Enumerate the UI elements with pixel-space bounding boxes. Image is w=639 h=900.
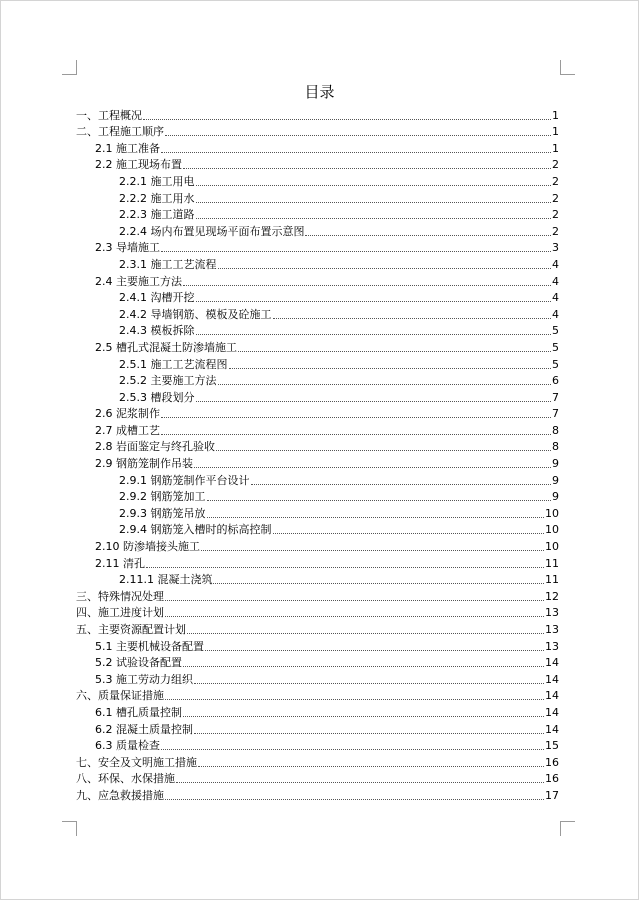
toc-entry-label: 六、质量保证措施 [76,689,164,703]
toc-entry-label: 2.4.3 模板拆除 [119,324,195,338]
toc-entry-label: 6.1 槽孔质量控制 [95,705,182,719]
toc-entry[interactable] [76,536,559,553]
toc-entry-label: 2.2.2 施工用水 [119,191,195,205]
toc-entry-label: 2.5.2 主要施工方法 [119,374,217,388]
toc-dot-leader [196,185,552,186]
toc-entry[interactable] [76,702,559,719]
toc-dot-leader [207,500,552,501]
toc-dot-leader [273,318,552,319]
toc-dot-leader [251,484,552,485]
toc-entry-page-number: 8 [552,423,559,437]
toc-dot-leader [165,616,544,617]
toc-entry[interactable] [76,619,559,636]
toc-dot-leader [161,152,551,153]
toc-entry-page-number: 13 [545,639,559,653]
toc-entry[interactable] [76,205,559,222]
toc-entry-label: 2.9 钢筋笼制作吊装 [95,457,193,471]
toc-dot-leader [194,683,544,684]
toc-entry-label: 2.4 主要施工方法 [95,274,182,288]
toc-entry[interactable] [76,371,559,388]
toc-entry-page-number: 4 [552,307,559,321]
toc-entry-label: 三、特殊情况处理 [76,589,164,603]
toc-entry[interactable] [76,138,559,155]
toc-entry-page-number: 16 [545,755,559,769]
toc-entry-label: 2.2 施工现场布置 [95,158,182,172]
toc-entry-page-number: 2 [552,208,559,222]
toc-entry[interactable] [76,387,559,404]
toc-entry-page-number: 10 [545,506,559,520]
toc-entry-label: 6.2 混凝土质量控制 [95,722,193,736]
toc-dot-leader [218,384,552,385]
toc-entry-label: 2.2.3 施工道路 [119,208,195,222]
toc-entry-page-number: 16 [545,772,559,786]
toc-entry-page-number: 4 [552,274,559,288]
toc-dot-leader [194,467,551,468]
toc-entry[interactable] [76,404,559,421]
toc-entry-page-number: 14 [545,656,559,670]
toc-entry[interactable] [76,337,559,354]
toc-entry-label: 一、工程概况 [76,108,142,122]
toc-entry-page-number: 12 [545,589,559,603]
toc-dot-leader [196,202,552,203]
toc-entry[interactable] [76,122,559,139]
crop-mark-bottom-left [62,821,77,836]
toc-entry[interactable] [76,686,559,703]
toc-entry-label: 2.2.4 场内布置见现场平面布置示意图 [119,224,305,238]
toc-entry-page-number: 13 [545,606,559,620]
toc-entry-label: 九、应急救援措施 [76,788,164,802]
toc-dot-leader [183,285,551,286]
toc-entry-page-number: 10 [545,540,559,554]
toc-entry-label: 四、施工进度计划 [76,606,164,620]
toc-entry-label: 2.5.1 施工工艺流程图 [119,357,228,371]
toc-entry[interactable] [76,453,559,470]
toc-dot-leader [305,235,551,236]
toc-entry[interactable] [76,636,559,653]
toc-entry[interactable] [76,171,559,188]
toc-entry-label: 2.2.1 施工用电 [119,174,195,188]
toc-dot-leader [213,583,544,584]
toc-entry[interactable] [76,254,559,271]
toc-entry-page-number: 6 [552,374,559,388]
toc-entry-page-number: 11 [545,556,559,570]
toc-entry[interactable] [76,669,559,686]
toc-entry[interactable] [76,470,559,487]
toc-entry-label: 2.8 岩面鉴定与终孔验收 [95,440,215,454]
toc-entry-page-number: 7 [552,407,559,421]
toc-entry-page-number: 5 [552,340,559,354]
toc-entry[interactable] [76,188,559,205]
toc-entry[interactable] [76,420,559,437]
toc-entry[interactable] [76,553,559,570]
toc-entry[interactable] [76,487,559,504]
toc-entry-page-number: 14 [545,722,559,736]
toc-entry-label: 2.9.2 钢筋笼加工 [119,490,206,504]
toc-entry-page-number: 2 [552,174,559,188]
toc-entry-label: 2.6 泥浆制作 [95,407,160,421]
toc-entry-page-number: 4 [552,291,559,305]
toc-entry[interactable] [76,304,559,321]
toc-entry-page-number: 1 [552,125,559,139]
toc-entry[interactable] [76,437,559,454]
crop-mark-top-left [62,60,77,75]
toc-entry[interactable] [76,586,559,603]
toc-entry-label: 2.9.3 钢筋笼吊放 [119,506,206,520]
toc-entry[interactable] [76,288,559,305]
toc-entry-page-number: 13 [545,623,559,636]
toc-entry-label: 2.1 施工准备 [95,141,160,155]
toc-dot-leader [165,799,544,800]
toc-entry-page-number: 3 [552,241,559,255]
toc-entry-page-number: 2 [552,224,559,238]
toc-entry-label: 2.4.2 导墙钢筋、模板及砼施工 [119,307,272,321]
toc-entry[interactable] [76,354,559,371]
toc-entry[interactable] [76,503,559,520]
toc-entry-label: 2.9.4 钢筋笼入槽时的标高控制 [119,523,272,537]
toc-entry-page-number: 14 [545,705,559,719]
toc-entry-page-number: 9 [552,473,559,487]
toc-entry-page-number: 1 [552,141,559,155]
toc-entry[interactable] [76,653,559,670]
toc-entry-label: 2.3.1 施工工艺流程 [119,257,217,271]
toc-entry-page-number: 10 [545,523,559,537]
toc-entry[interactable] [76,321,559,338]
toc-dot-leader [238,351,551,352]
toc-entry-label: 七、安全及文明施工措施 [76,755,197,769]
toc-dot-leader [229,368,552,369]
toc-dot-leader [176,782,544,783]
toc-dot-leader [161,251,551,252]
toc-entry-label: 八、环保、水保措施 [76,772,175,786]
toc-entry-label: 2.11.1 混凝土浇筑 [119,573,213,587]
toc-dot-leader [165,135,551,136]
toc-entry-page-number: 5 [552,357,559,371]
toc-entry-page-number: 2 [552,158,559,172]
toc-entry-page-number: 5 [552,324,559,338]
toc-entry[interactable] [76,769,559,786]
crop-mark-top-right [560,60,575,75]
toc-dot-leader [205,650,544,651]
toc-entry-label: 5.1 主要机械设备配置 [95,639,204,653]
toc-entry-label: 2.10 防渗墙接头施工 [95,540,200,554]
toc-dot-leader [216,450,551,451]
toc-entry[interactable] [76,570,559,587]
toc-dot-leader [143,119,551,120]
toc-entry[interactable] [76,221,559,238]
toc-entry[interactable] [76,238,559,255]
toc-dot-leader [207,517,545,518]
toc-entry-page-number: 14 [545,672,559,686]
toc-title: 目录 [304,83,335,101]
toc-dot-leader [183,168,551,169]
toc-entry-label: 2.9.1 钢筋笼制作平台设计 [119,473,250,487]
toc-entry[interactable] [76,105,559,122]
toc-entry-label: 二、工程施工顺序 [76,125,164,139]
toc-entry-label: 2.11 清孔 [95,556,145,570]
toc-entry-page-number: 1 [552,108,559,122]
toc-dot-leader [161,417,551,418]
toc-entry[interactable] [76,155,559,172]
toc-dot-leader [196,334,552,335]
toc-entry[interactable] [76,719,559,736]
table-of-contents [76,105,559,802]
toc-dot-leader [194,733,544,734]
toc-dot-leader [146,567,544,568]
toc-dot-leader [161,434,551,435]
toc-dot-leader [201,550,544,551]
toc-entry-page-number: 17 [545,788,559,802]
toc-entry[interactable] [76,520,559,537]
toc-entry-label: 2.3 导墙施工 [95,241,160,255]
toc-dot-leader [273,533,545,534]
toc-entry[interactable] [76,736,559,753]
toc-dot-leader [196,218,552,219]
toc-entry-page-number: 4 [552,257,559,271]
toc-dot-leader [183,666,544,667]
toc-entry-label: 2.7 成槽工艺 [95,423,160,437]
toc-dot-leader [165,699,544,700]
toc-entry-page-number: 15 [545,739,559,753]
toc-dot-leader [196,301,552,302]
toc-entry-label: 2.4.1 沟槽开挖 [119,291,195,305]
toc-dot-leader [198,766,544,767]
toc-entry-label: 5.3 施工劳动力组织 [95,672,193,686]
toc-dot-leader [196,401,552,402]
toc-dot-leader [218,268,552,269]
toc-entry-page-number: 2 [552,191,559,205]
toc-entry[interactable] [76,785,559,802]
toc-entry-label: 五、主要资源配置计划 [76,623,186,636]
toc-entry-page-number: 8 [552,440,559,454]
toc-entry-page-number: 11 [545,573,559,587]
toc-entry-label: 2.5.3 槽段划分 [119,390,195,404]
toc-entry[interactable] [76,752,559,769]
toc-entry-label: 6.3 质量检查 [95,739,160,753]
toc-dot-leader [187,633,544,634]
toc-entry-page-number: 9 [552,490,559,504]
toc-dot-leader [183,716,544,717]
toc-entry-page-number: 14 [545,689,559,703]
crop-mark-bottom-right [560,821,575,836]
toc-entry-page-number: 7 [552,390,559,404]
toc-entry-label: 2.5 槽孔式混凝土防渗墙施工 [95,340,237,354]
toc-entry-page-number: 9 [552,457,559,471]
toc-dot-leader [165,600,544,601]
toc-entry-label: 5.2 试验设备配置 [95,656,182,670]
toc-entry[interactable] [76,603,559,620]
toc-dot-leader [161,749,544,750]
toc-entry[interactable] [76,271,559,288]
